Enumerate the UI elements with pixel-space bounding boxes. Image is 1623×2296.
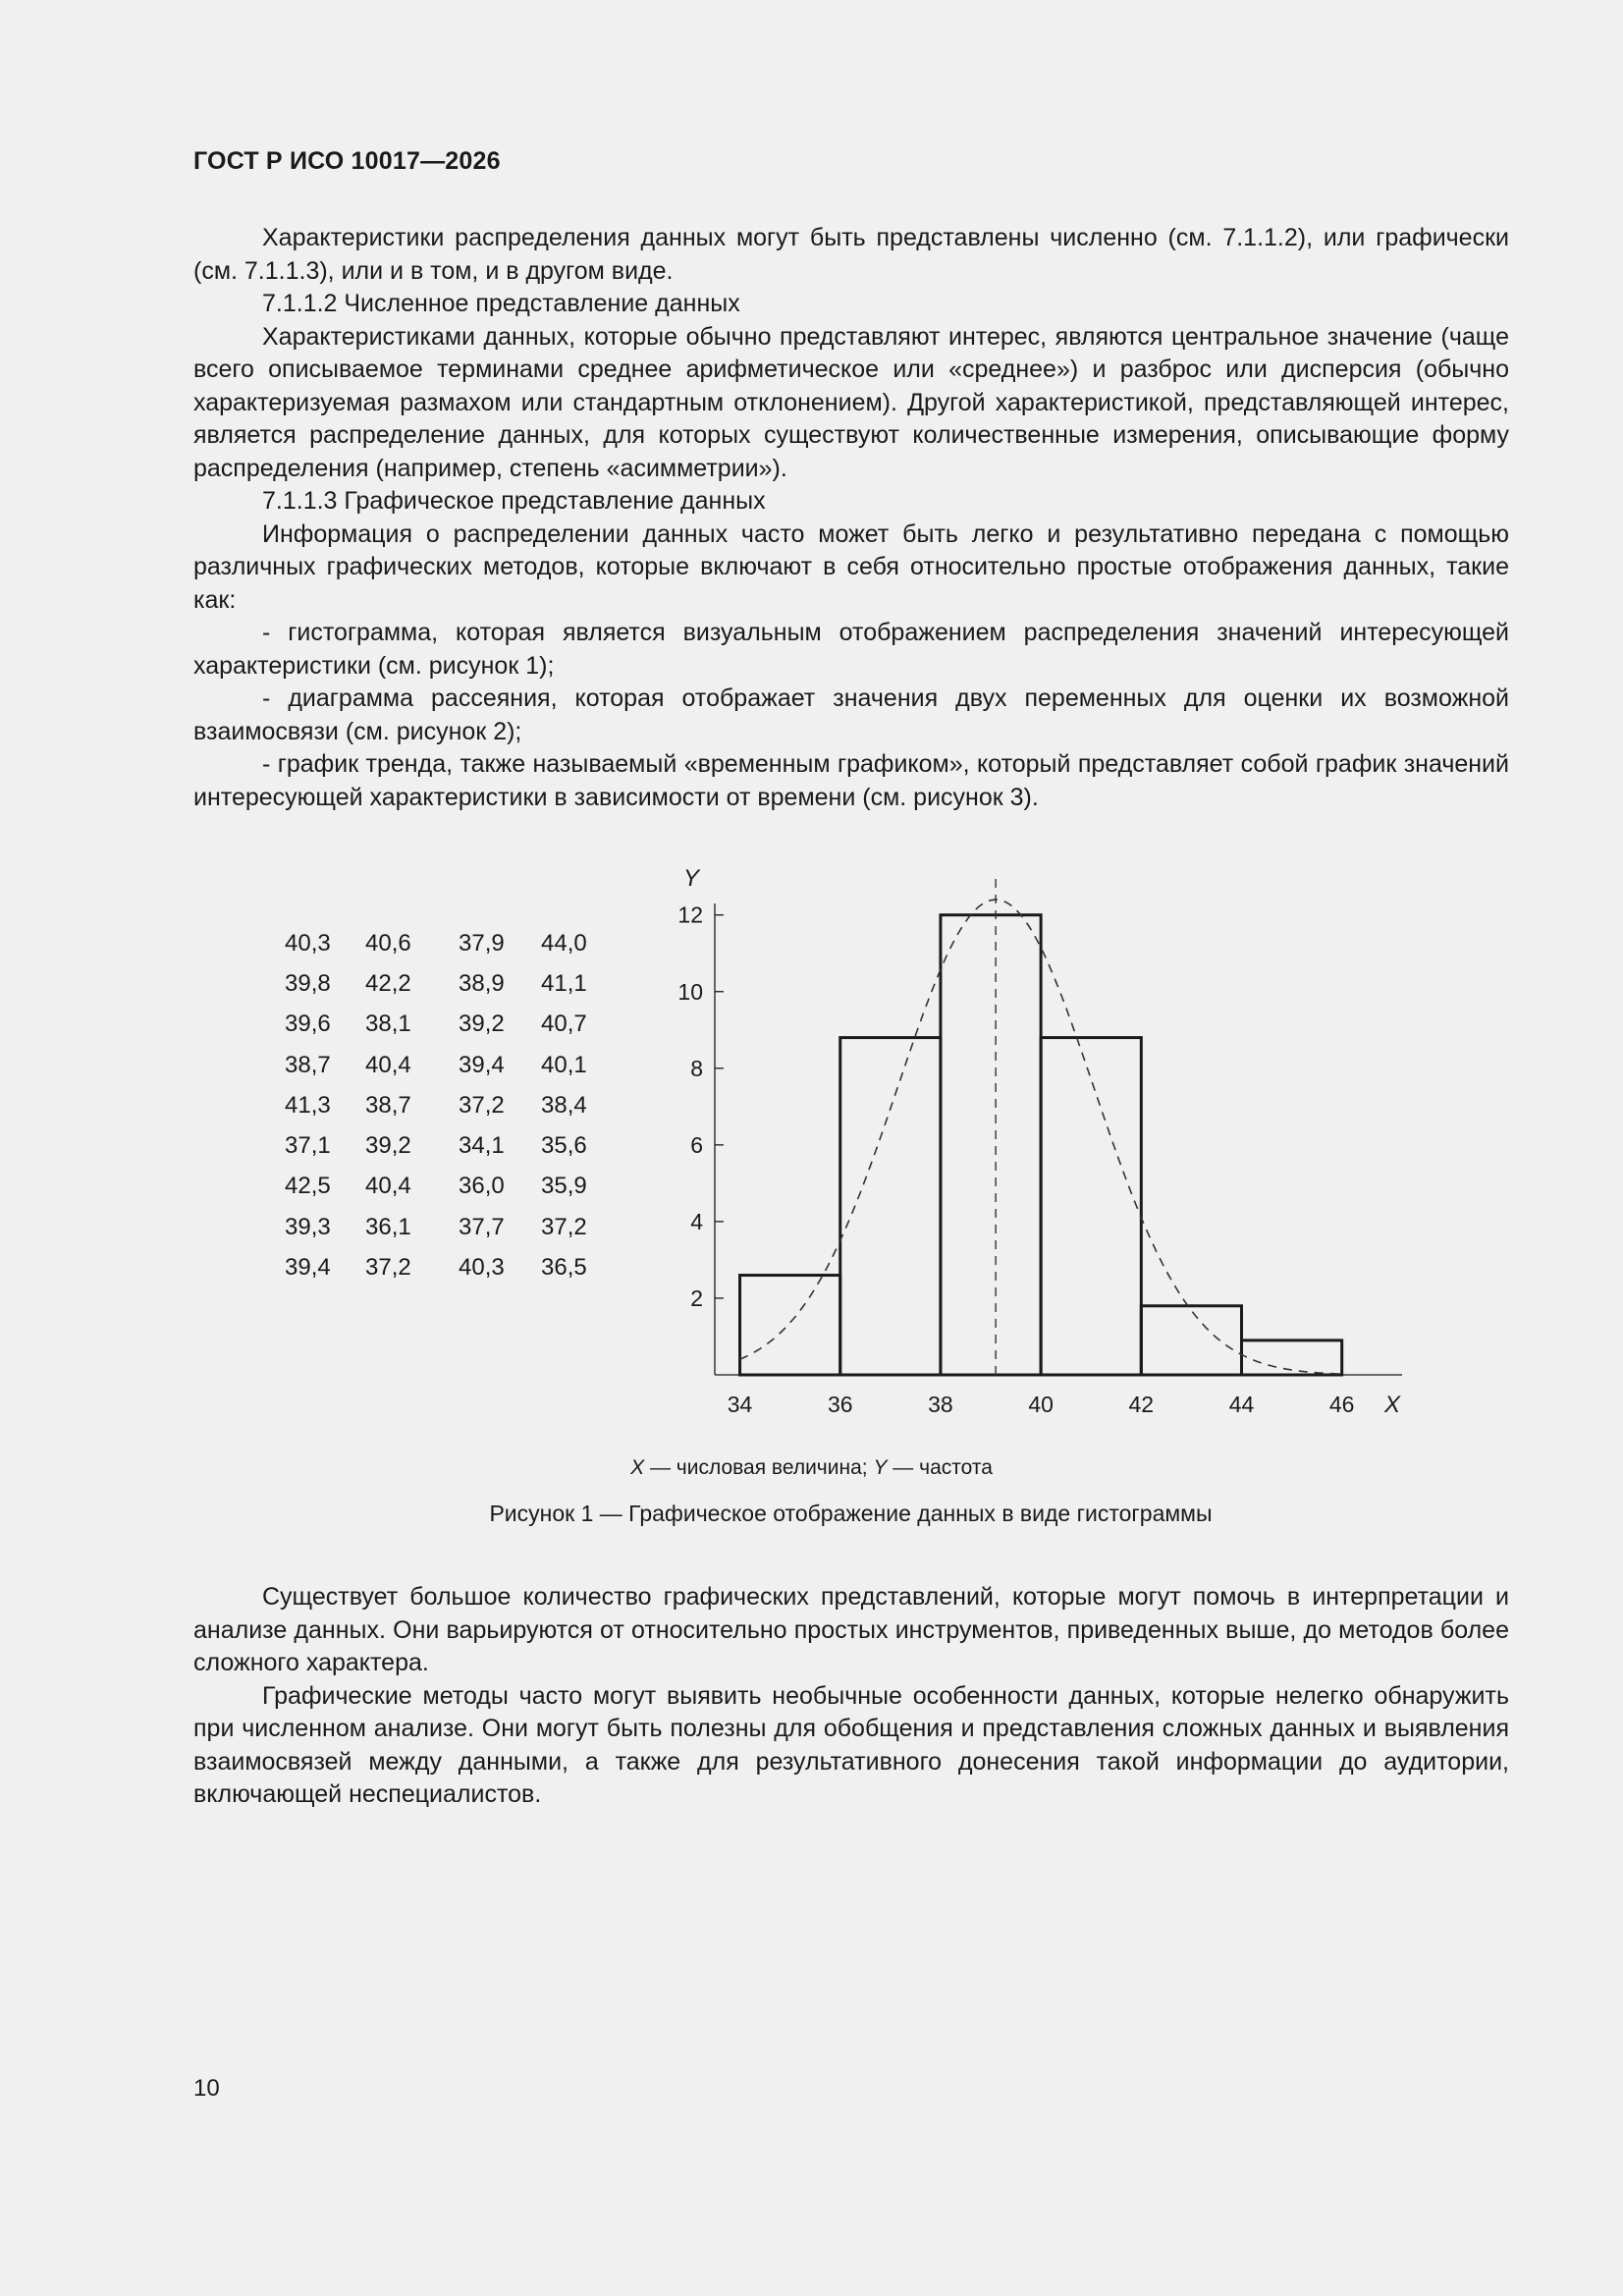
x-tick-label: 44 bbox=[1228, 1392, 1255, 1417]
table-cell: 40,3 bbox=[459, 1254, 505, 1282]
table-cell: 40,3 bbox=[285, 929, 331, 957]
figure-caption: Рисунок 1 — Графическое отображение данных в виде гистограммы bbox=[489, 1501, 1213, 1526]
table-cell: 39,8 bbox=[285, 969, 331, 997]
figure-legend-note bbox=[0, 1456, 1623, 1480]
table-row bbox=[285, 923, 600, 963]
table-cell: 42,5 bbox=[285, 1173, 331, 1200]
data-values-table bbox=[285, 923, 600, 1288]
table-cell: 37,2 bbox=[365, 1254, 411, 1282]
list-item-histogram: - гистограмма, которая является визуальным отображением распределения значений интересующей характеристики (см. рисунок 1); bbox=[193, 619, 1509, 680]
table-cell: 39,2 bbox=[365, 1132, 411, 1160]
table-cell: 37,2 bbox=[459, 1091, 505, 1119]
list-item-trend: - график тренда, также называемый «временным графиком», который представляет собой график значений интересующей характеристики в зависимости от времени (см. рисунок 3). bbox=[193, 750, 1509, 811]
x-tick-label: 42 bbox=[1128, 1392, 1155, 1417]
table-row bbox=[285, 963, 600, 1004]
x-tick-label: 38 bbox=[928, 1392, 953, 1417]
table-cell: 39,4 bbox=[285, 1254, 331, 1282]
y-tick-label: 8 bbox=[690, 1055, 703, 1081]
list-item-scatter: - диаграмма рассеяния, которая отображает значения двух переменных для оценки их возможной взаимосвязи (см. рисунок 2); bbox=[193, 684, 1509, 745]
table-cell: 41,1 bbox=[541, 969, 587, 997]
histogram-bar bbox=[740, 1276, 840, 1375]
table-cell: 38,9 bbox=[459, 969, 505, 997]
table-cell: 40,6 bbox=[365, 929, 411, 957]
table-cell: 38,4 bbox=[541, 1091, 587, 1119]
table-cell: 42,2 bbox=[365, 969, 411, 997]
table-cell: 37,7 bbox=[459, 1213, 505, 1240]
table-cell: 41,3 bbox=[285, 1091, 331, 1119]
histogram-bar bbox=[1041, 1038, 1141, 1375]
legend-y-text: — частота bbox=[887, 1456, 993, 1479]
x-tick-label: 36 bbox=[827, 1392, 853, 1417]
paragraph-intro: Характеристики распределения данных могут быть представлены численно (см. 7.1.1.2), или графически (см. 7.1.1.3), или и в том, и в другом виде. bbox=[193, 224, 1509, 285]
section-heading-numeric: 7.1.1.2 Численное представление данных bbox=[262, 290, 740, 317]
table-cell: 38,7 bbox=[285, 1051, 331, 1078]
table-cell: 38,1 bbox=[365, 1011, 411, 1038]
x-tick-label: 40 bbox=[1028, 1392, 1054, 1417]
table-cell: 36,1 bbox=[365, 1213, 411, 1240]
table-row bbox=[285, 1207, 600, 1247]
table-cell: 37,2 bbox=[541, 1213, 587, 1240]
table-cell: 39,2 bbox=[459, 1011, 505, 1038]
table-cell: 35,6 bbox=[541, 1132, 587, 1160]
table-cell: 40,1 bbox=[541, 1051, 587, 1078]
table-cell: 38,7 bbox=[365, 1091, 411, 1119]
x-tick-label: 46 bbox=[1328, 1392, 1355, 1417]
paragraph-graphic-variety: Существует большое количество графических представлений, которые могут помочь в интерпретации и анализе данных. Они варьируются от относительно простых инструментов, приведенных выше, до методов более сложного характера. bbox=[193, 1583, 1509, 1676]
y-tick-label: 6 bbox=[690, 1131, 703, 1158]
histogram-bar bbox=[1141, 1306, 1241, 1375]
page-number: 10 bbox=[193, 2075, 220, 2102]
table-cell: 40,4 bbox=[365, 1173, 411, 1200]
paragraph-numeric: Характеристиками данных, которые обычно представляют интерес, являются центральное значение (чаще всего описываемое терминами среднее арифметическое или «среднее») и разброс или дисперсия (обычно характеризуемая размахом или стандартным отклонением). Другой характеристикой, представляющей интерес, является распределение данных, для которых существуют количественные измерения, описывающие форму распределения (например, степень «асимметрии»). bbox=[193, 322, 1509, 482]
table-cell: 36,5 bbox=[541, 1254, 587, 1282]
table-cell: 39,4 bbox=[459, 1051, 505, 1078]
table-row bbox=[285, 1085, 600, 1125]
table-cell: 35,9 bbox=[541, 1173, 587, 1200]
document-header: ГОСТ Р ИСО 10017—2026 bbox=[193, 147, 501, 175]
body-text-top bbox=[193, 222, 1509, 814]
y-axis-label: Y bbox=[682, 865, 700, 892]
legend-y-symbol: Y bbox=[873, 1456, 888, 1479]
y-tick-label: 12 bbox=[677, 902, 703, 928]
table-cell: 37,1 bbox=[285, 1132, 331, 1160]
legend-x-text: — числовая величина; bbox=[644, 1456, 874, 1479]
table-cell: 39,3 bbox=[285, 1213, 331, 1240]
body-text-bottom bbox=[193, 1581, 1509, 1812]
table-row bbox=[285, 1125, 600, 1166]
table-row bbox=[285, 1005, 600, 1045]
legend-x-symbol: X bbox=[630, 1456, 645, 1479]
table-cell: 37,9 bbox=[459, 929, 505, 957]
table-cell: 40,4 bbox=[365, 1051, 411, 1078]
table-cell: 39,6 bbox=[285, 1011, 331, 1038]
table-cell: 44,0 bbox=[541, 929, 587, 957]
paragraph-graphic-benefits: Графические методы часто могут выявить необычные особенности данных, которые нелегко обнаружить при численном анализе. Они могут быть полезны для обобщения и представления сложных данных и выявления взаимосвязей между данными, а также для результативного донесения такой информации до аудитории, включающей неспециалистов. bbox=[193, 1681, 1509, 1808]
x-tick-label: 34 bbox=[727, 1392, 753, 1417]
histogram-bar bbox=[941, 915, 1041, 1375]
table-row bbox=[285, 1247, 600, 1287]
paragraph-graphic: Информация о распределении данных часто может быть легко и результативно передана с помощью различных графических методов, которые включают в себя относительно простые отображения данных, такие как: bbox=[193, 519, 1509, 614]
section-heading-graphic: 7.1.1.3 Графическое представление данных bbox=[262, 487, 766, 515]
y-tick-label: 2 bbox=[690, 1285, 703, 1311]
table-cell: 40,7 bbox=[541, 1011, 587, 1038]
table-row bbox=[285, 1045, 600, 1085]
table-cell: 34,1 bbox=[459, 1132, 505, 1160]
table-cell: 36,0 bbox=[459, 1173, 505, 1200]
x-axis-label: X bbox=[1383, 1392, 1401, 1418]
table-row bbox=[285, 1167, 600, 1207]
y-tick-label: 10 bbox=[677, 978, 703, 1005]
histogram-chart bbox=[648, 864, 1434, 1434]
chart-bars bbox=[740, 915, 1342, 1375]
y-tick-label: 4 bbox=[690, 1208, 703, 1234]
